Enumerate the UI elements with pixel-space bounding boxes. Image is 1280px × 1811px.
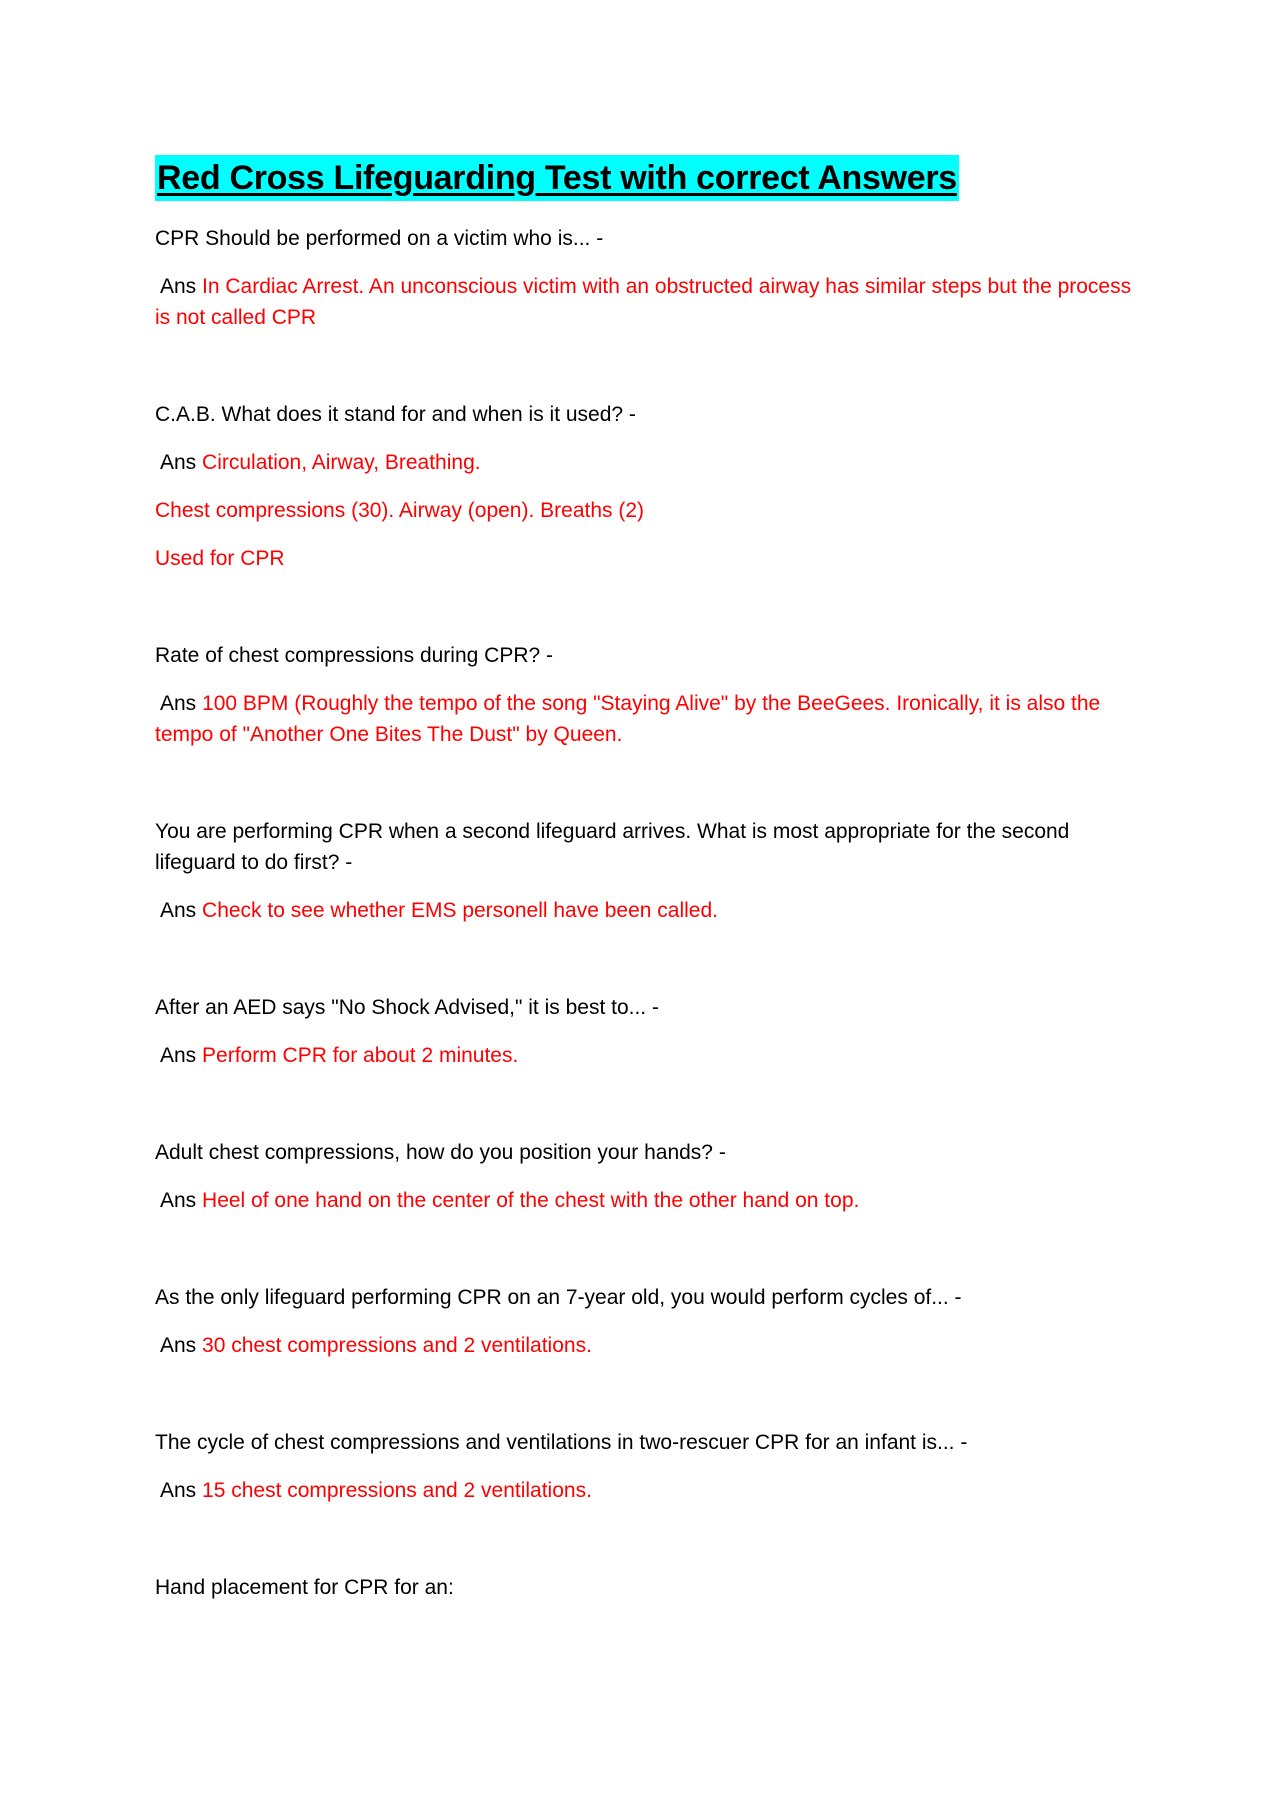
answer-line [155,1475,1135,1506]
document-page [155,155,1135,1620]
answer-line [155,688,1135,750]
answer-prefix: Ans [160,692,197,715]
question-text: Adult chest compressions, how do you position your hands? - [155,1141,726,1164]
answer-line [155,447,1135,478]
qa-item [155,399,1135,574]
answer-text: Check to see whether EMS personell have been called. [202,899,718,922]
question-text: You are performing CPR when a second lifeguard arrives. What is most appropriate for the second lifeguard to do first? - [155,820,1070,874]
question-text: After an AED says "No Shock Advised," it is best to... - [155,996,659,1019]
answer-prefix: Ans [160,451,197,474]
qa-item [155,223,1135,333]
qa-item [155,816,1135,926]
answer-prefix: Ans [160,275,197,298]
answer-text: 30 chest compressions and 2 ventilations. [202,1334,592,1357]
answer-text: Heel of one hand on the center of the chest with the other hand on top. [202,1189,860,1212]
answer-line [155,895,1135,926]
answer-extra-line: Chest compressions (30). Airway (open). Breaths (2) [155,499,645,522]
answer-line [155,1040,1135,1071]
question-text: Rate of chest compressions during CPR? - [155,644,554,667]
answer-line [155,1185,1135,1216]
qa-list [155,223,1135,1506]
answer-prefix: Ans [160,1189,197,1212]
answer-text: Perform CPR for about 2 minutes. [202,1044,519,1067]
qa-item [155,1427,1135,1506]
question-text: CPR Should be performed on a victim who is... - [155,227,604,250]
qa-item [155,1137,1135,1216]
answer-text: 100 BPM (Roughly the tempo of the song "Staying Alive" by the BeeGees. Ironically, it is also the tempo of "Another One Bites The Dust" by Queen. [155,692,1101,746]
answer-prefix: Ans [160,1479,197,1502]
answer-text: In Cardiac Arrest. An unconscious victim with an obstructed airway has similar steps but the process is not called CPR [155,275,1132,329]
answer-prefix: Ans [160,899,197,922]
question-text: The cycle of chest compressions and ventilations in two-rescuer CPR for an infant is... - [155,1431,968,1454]
answer-line [155,1330,1135,1361]
answer-prefix: Ans [160,1044,197,1067]
question-text: As the only lifeguard performing CPR on an 7-year old, you would perform cycles of... - [155,1286,962,1309]
qa-item [155,992,1135,1071]
question-text: C.A.B. What does it stand for and when is it used? - [155,403,636,426]
answer-extra-line: Used for CPR [155,547,285,570]
answer-text: 15 chest compressions and 2 ventilations. [202,1479,592,1502]
qa-item [155,1282,1135,1361]
last-question: Hand placement for CPR for an: [155,1576,454,1599]
page-title: Red Cross Lifeguarding Test with correct Answers [155,155,959,201]
answer-text: Circulation, Airway, Breathing. [202,451,481,474]
answer-line [155,271,1135,333]
qa-item [155,640,1135,750]
answer-prefix: Ans [160,1334,197,1357]
